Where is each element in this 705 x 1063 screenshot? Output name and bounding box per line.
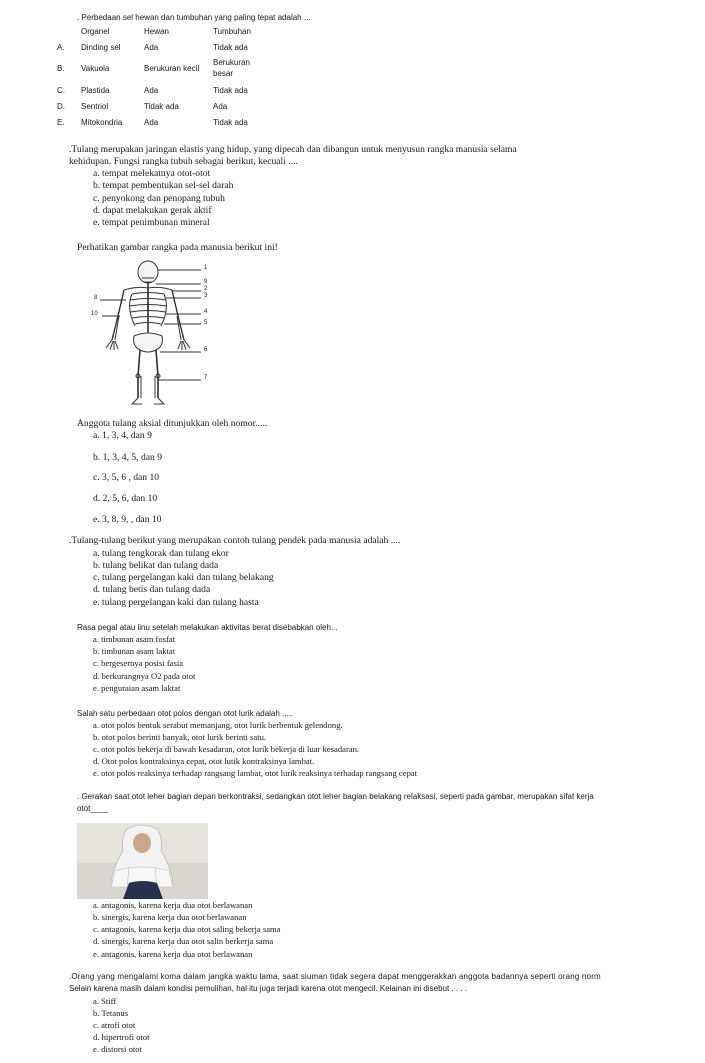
skeleton-label: 9	[204, 279, 208, 285]
q1-row-letter: D.	[57, 102, 65, 111]
q3-option-a: a. 1, 3, 4, dan 9	[93, 430, 152, 441]
q1-row-organel: Plastida	[81, 86, 110, 95]
skeleton-label: 5	[204, 320, 208, 326]
q8-question-line-1: .Orang yang mengalami koma dalam jangka waktu lama, saat siuman tidak segera dapat menggerakkan anggota badannya seperti orang norm	[69, 972, 601, 981]
q8-option-b: b. Tetanus	[93, 1008, 129, 1018]
q3-option-e: e. 3, 8, 9, , dan 10	[93, 514, 162, 525]
q1-row-hewan: Berukuran kecil	[144, 64, 200, 73]
q1-row-letter: A.	[57, 43, 65, 52]
q5-question: Rasa pegal atau linu setelah melakukan aktivitas berat disebabkan oleh...	[77, 623, 338, 632]
q1-row-letter: C.	[57, 86, 65, 95]
q1-row-hewan: Ada	[144, 86, 159, 95]
skeleton-label: 3	[204, 293, 208, 299]
neck-movement-photo	[77, 823, 208, 899]
q1-header-tumbuhan: Tumbuhan	[213, 27, 251, 36]
q2-option-b: b. tempat pembentukan sel-sel darah	[93, 180, 234, 191]
q6-option-a: a. otot polos bentuk serabut memanjang, otot lurik berbentuk gelendong.	[93, 720, 343, 730]
q6-option-b: b. otot polos berinti banyak, otot lurik berinti satu.	[93, 732, 267, 742]
q7-option-e: e. antagonis, karena kerja dua otot berlawanan	[93, 949, 253, 959]
q7-option-b: b. sinergis, karena kerja dua otot berlawanan	[93, 912, 247, 922]
q2-option-c: c. penyokong dan penopang tubuh	[93, 193, 225, 204]
q1-row-letter: E.	[57, 118, 65, 127]
q4-option-e: e. tulang pergelangan kaki dan tulang hasta	[93, 597, 259, 608]
q1-row-hewan: Ada	[144, 43, 159, 52]
q1-question: . Perbedaan sel hewan dan tumbuhan yang paling tepat adalah ...	[77, 13, 311, 22]
q3-intro: Perhatikan gambar rangka pada manusia berikut ini!	[77, 242, 278, 253]
q7-option-d: d. sinergis, karena kerja dua otot salin berkerja sama	[93, 936, 274, 946]
q4-option-b: b. tulang belikat dan tulang dada	[93, 560, 219, 571]
q3-question: Anggota tulang aksial ditunjukkan oleh nomor.....	[77, 418, 268, 429]
q5-option-b: b. timbunan asam laktat	[93, 646, 176, 656]
q7-option-a: a. antagonis, karena kerja dua otot berlawanan	[93, 900, 253, 910]
skeleton-label: 7	[204, 375, 208, 381]
q7-option-c: c. antagonis, karena kerja dua otot saling bekerja sama	[93, 924, 281, 934]
q1-header-organel: Organel	[81, 27, 110, 36]
q3-option-d: d. 2, 5, 6, dan 10	[93, 493, 158, 504]
q1-row-organel: Vakuola	[81, 64, 110, 73]
q2-question-line-1: .Tulang merupakan jaringan elastis yang hidup, yang dipecah dan dibangun untuk menyusun rangka manusia selama	[69, 144, 517, 155]
q1-row-tumbuhan: Berukuran	[213, 58, 250, 67]
q2-option-e: e. tempat penimbunan mineral	[93, 217, 210, 228]
student-photo	[77, 823, 208, 899]
q5-option-c: c. bergesernya posisi fasia	[93, 658, 184, 668]
q4-option-c: c. tulang pergelangan kaki dan tulang belakang	[93, 572, 274, 583]
q2-option-d: d. dapat melakukan gerak aktif	[93, 205, 212, 216]
q8-option-d: d. hipertrofi otot	[93, 1032, 150, 1042]
skeleton-label: 10	[91, 311, 98, 317]
q2-question-line-2: kehidupan. Fungsi rangka tubuh sebagai berikut, kecuali ....	[69, 156, 298, 167]
q1-row-tumbuhan: Tidak ada	[213, 118, 248, 127]
q6-option-c: c. otot polos bekerja di bawah kesadaran, otot lurik bekerja di luar kesadaran.	[93, 744, 360, 754]
q1-row-letter: B.	[57, 64, 65, 73]
q5-option-a: a. timbunan asam fosfat	[93, 634, 176, 644]
q8-option-a: a. Stiff	[93, 996, 117, 1006]
skeleton-label: 6	[204, 347, 208, 353]
q1-row-tumbuhan: Ada	[213, 102, 228, 111]
skeleton-figure	[86, 258, 218, 408]
q6-option-e: e. otot polos reaksinya terhadap rangsang lambat, otot lurik reaksinya terhadap rangsang cepat	[93, 768, 418, 778]
q1-row-hewan: Tidak ada	[144, 102, 179, 111]
skeleton-label: 2	[204, 286, 208, 292]
q1-row-organel: Mitokondria	[81, 118, 123, 127]
q6-question: Salah satu perbedaan otot polos dengan otot lurik adalah .....	[77, 709, 294, 718]
q8-option-e: e. distorsi otot	[93, 1044, 142, 1054]
q7-question-line-1: . Gerakan saat otot leher bagian depan berkontraksi, sedangkan otot leher bagian belakang relaksasi, seperti pada gambar, merupakan sifat kerja	[77, 792, 594, 801]
skeleton-illustration	[86, 258, 218, 408]
q6-option-d: d. Otot polos kontraksinya cepat, otot lutik kontraksinya lambat.	[93, 756, 315, 766]
q1-row-organel: Dinding sel	[81, 43, 121, 52]
skeleton-label: 4	[204, 309, 208, 315]
q8-question-line-2: Selain karena masih dalam kondisi pemulihan, hal itu juga terjadi karena otot mengecil. Kelainan ini disebut . . . .	[69, 984, 468, 993]
skeleton-label: 8	[94, 295, 98, 301]
q1-row-tumbuhan: Tidak ada	[213, 86, 248, 95]
q1-row-tumbuhan: Tidak ada	[213, 43, 248, 52]
q1-row-hewan: Ada	[144, 118, 159, 127]
q4-option-a: a. tulang tengkorak dan tulang ekor	[93, 548, 229, 559]
q2-option-a: a. tempat melekatnya otot-otot	[93, 168, 211, 179]
q1-row-organel: Sentriol	[81, 102, 109, 111]
q1-header-hewan: Hewan	[144, 27, 169, 36]
q5-option-d: d. berkurangnya O2 pada otot	[93, 671, 196, 681]
q1-row-tumbuhan-cont: besar	[213, 69, 234, 78]
q3-option-b: b. 1, 3, 4, 5, dan 9	[93, 452, 163, 463]
q4-option-d: d. tulang betis dan tulang dada	[93, 584, 211, 595]
q4-question: .Tulang-tulang berikut yang merupakan contoh tulang pendek pada manusia adalah ....	[69, 535, 401, 546]
q8-option-c: c. atrofi otot	[93, 1020, 136, 1030]
q7-question-line-2: otot____	[77, 804, 109, 813]
skeleton-label: 1	[204, 265, 208, 271]
q5-option-e: e. penguraian asam laktat	[93, 683, 181, 693]
q3-option-c: c. 3, 5, 6 , dan 10	[93, 472, 160, 483]
